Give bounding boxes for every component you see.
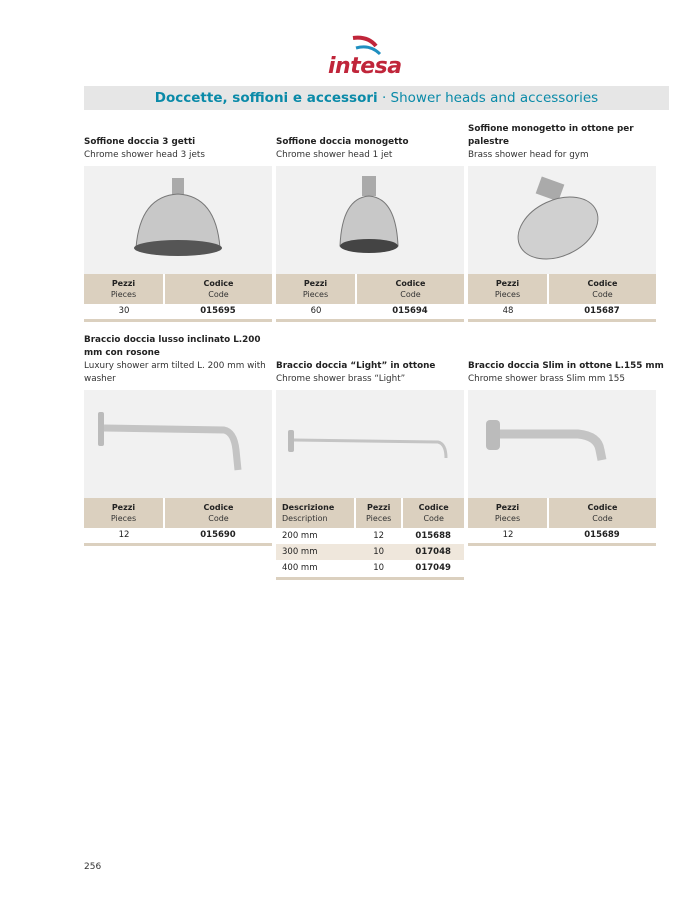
product-table	[468, 274, 656, 317]
pieces-value: 12	[118, 529, 130, 540]
product-image-shower-head-3-jets	[84, 166, 272, 274]
product-image-shower-head-1-jet	[276, 166, 464, 274]
table-divider	[84, 319, 272, 322]
table-divider	[276, 577, 464, 580]
product-table-sizes	[276, 498, 464, 576]
pieces-value: 30	[118, 305, 130, 316]
pieces-header: Pezzi Pieces	[355, 498, 402, 528]
product-name-it: Soffione monogetto in ottone per palestre	[468, 124, 634, 147]
title-separator: ·	[381, 90, 387, 106]
title-en: Shower heads and accessories	[390, 90, 599, 106]
pieces-header: Pezzi Pieces	[468, 274, 548, 304]
product-table	[84, 274, 272, 317]
product-image-shower-arm-slim	[468, 390, 656, 498]
code-value: 015687	[584, 305, 620, 316]
product-title-block	[468, 118, 656, 162]
code-value: 015689	[584, 529, 620, 540]
table-divider	[468, 319, 656, 322]
code-header: Codice Code	[356, 274, 464, 304]
product-name-it: Soffione doccia 3 getti	[84, 137, 196, 147]
product-name-en: Luxury shower arm tilted L. 200 mm with washer	[84, 361, 266, 384]
product-title-block	[468, 330, 668, 386]
pieces-header: Pezzi Pieces	[468, 498, 548, 528]
product-table	[468, 498, 656, 541]
code-value: 015695	[200, 305, 236, 316]
pieces-header: Pezzi Pieces	[276, 274, 356, 304]
product-name-en: Chrome shower head 1 jet	[276, 150, 393, 160]
description-header: Descrizione Description	[276, 498, 355, 528]
code-value: 015690	[200, 529, 236, 540]
product-title-block	[276, 330, 464, 386]
table-divider	[84, 543, 272, 546]
code-header: Codice Code	[548, 274, 656, 304]
product-name-en: Chrome shower brass Slim mm 155	[468, 374, 625, 384]
pieces-value: 60	[310, 305, 322, 316]
product-image-shower-arm-tilted	[84, 390, 272, 498]
page-number: 256	[84, 862, 102, 872]
code-header: Codice Code	[164, 498, 272, 528]
code-header: Codice Code	[164, 274, 272, 304]
product-name-it: Soffione doccia monogetto	[276, 137, 409, 147]
pieces-value: 12	[502, 529, 514, 540]
product-table	[84, 498, 272, 541]
pieces-header: Pezzi Pieces	[84, 498, 164, 528]
product-title-block	[276, 118, 464, 162]
product-name-it: Braccio doccia “Light” in ottone	[276, 361, 436, 371]
title-it: Doccette, soffioni e accessori	[154, 90, 378, 106]
table-row: 400 mm 10 017049	[282, 563, 451, 573]
table-row: 300 mm 10 017048	[276, 544, 464, 560]
section-header	[84, 86, 669, 110]
code-value: 015694	[392, 305, 428, 316]
product-image-shower-arm-light	[276, 390, 464, 498]
product-name-en: Brass shower head for gym	[468, 150, 589, 160]
table-row: 200 mm 12 015688	[282, 531, 451, 541]
product-name-en: Chrome shower head 3 jets	[84, 150, 205, 160]
pieces-header: Pezzi Pieces	[84, 274, 164, 304]
code-header: Codice Code	[548, 498, 656, 528]
product-title-block	[84, 118, 272, 162]
table-divider	[468, 543, 656, 546]
product-name-it: Braccio doccia lusso inclinato L.200 mm con rosone	[84, 335, 261, 358]
table-divider	[276, 319, 464, 322]
pieces-value: 48	[502, 305, 514, 316]
intesa-logo: intesa	[318, 34, 408, 84]
product-title-block	[84, 330, 272, 386]
product-name-en: Chrome shower brass “Light”	[276, 374, 406, 384]
product-name-it: Braccio doccia Slim in ottone L.155 mm	[468, 361, 664, 371]
code-header: Codice Code	[402, 498, 464, 528]
product-image-brass-shower-head	[468, 166, 656, 274]
product-table	[276, 274, 464, 317]
